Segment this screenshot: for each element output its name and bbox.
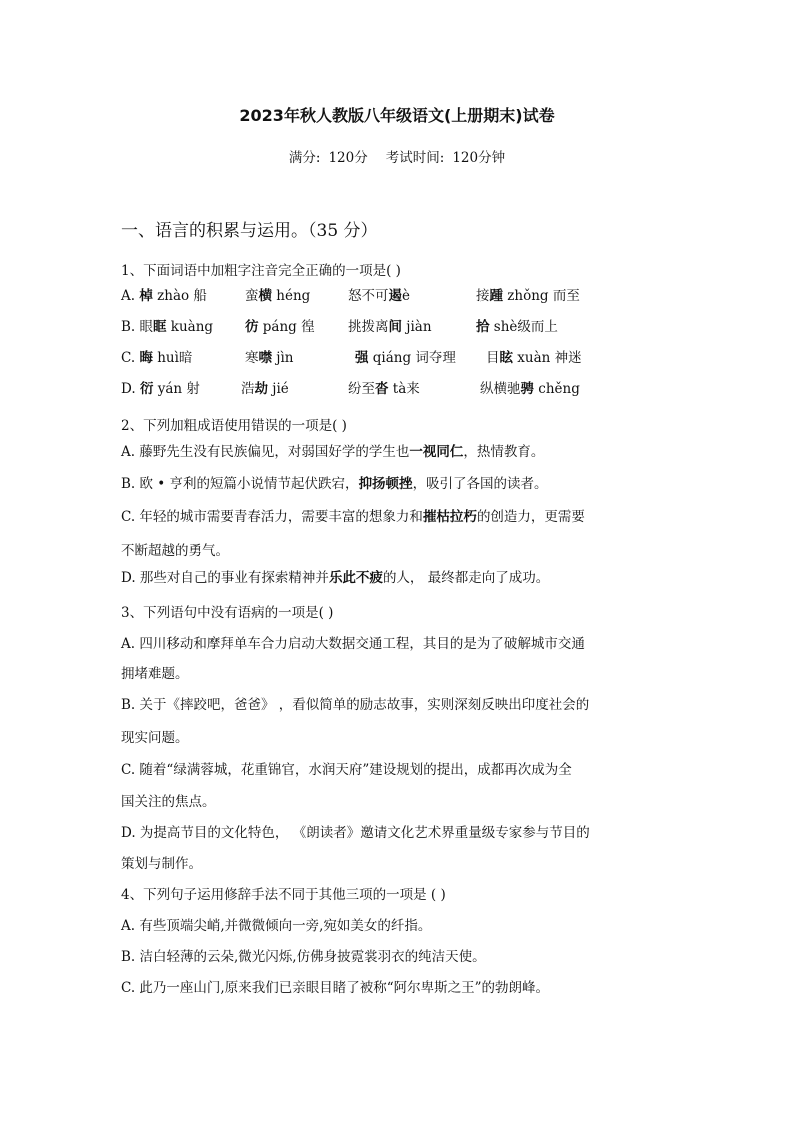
bold-char: 踵 [489, 288, 503, 304]
time-label: 考试时间: [385, 150, 445, 166]
pinyin: páng 徨 [258, 319, 315, 335]
bold-char: 横 [258, 288, 272, 304]
pinyin: jiàn [402, 319, 432, 335]
q1-stem: 1、下面词语中加粗字注音完全正确的一项是( ) [121, 263, 401, 279]
q1-option-a [121, 284, 580, 304]
pinyin: zhào 船 [152, 288, 207, 304]
q4-option-b: B. 洁白轻薄的云朵,微光闪烁,仿佛身披霓裳羽衣的纯洁天使。 [121, 949, 486, 965]
bold-char: 棹 [139, 288, 153, 304]
option-text: 的创造力，更需要 [476, 509, 585, 525]
bold-char: 衍 [139, 381, 154, 397]
q1-option-b [121, 315, 558, 335]
word-text: 纵横驰 [480, 381, 521, 397]
q2-option-c [121, 505, 585, 525]
q2-option-d [121, 566, 549, 586]
score-value: 120分 [328, 150, 368, 166]
q4-option-c: C. 此乃一座山门,原来我们已亲眼目睹了被称“阿尔卑斯之王”的勃朗峰。 [121, 980, 550, 996]
q3-option-d: D. 为提高节目的文化特色， 《朗读者》邀请文化艺术界重量级专家参与节目的 [121, 825, 590, 841]
bold-char: 强 [355, 350, 369, 366]
option-text: ，热情教育。 [463, 444, 545, 460]
q3-option-b-cont: 现实问题。 [121, 730, 189, 746]
q3-stem: 3、下列语句中没有语病的一项是( ) [121, 605, 334, 621]
option-text: 的人， 最终都走向了成功。 [382, 570, 550, 586]
word-text: B. 眼 [121, 319, 154, 335]
q4-option-a: A. 有些顶端尖峭,并微微倾向一旁,宛如美女的纤指。 [121, 918, 432, 934]
pinyin: zhǒng 而至 [503, 288, 580, 304]
word-text: 接 [476, 288, 490, 304]
time-value: 120分钟 [452, 150, 506, 166]
pinyin: tà来 [388, 381, 420, 397]
q1-option-d [121, 377, 580, 397]
option-text: ，吸引了各国的读者。 [412, 476, 548, 492]
q3-option-a-cont: 拥堵难题。 [121, 666, 189, 682]
bold-char: 眶 [153, 319, 167, 335]
q2-stem: 2、下列加粗成语使用错误的一项是( ) [121, 418, 347, 434]
bold-char: 劫 [254, 381, 268, 397]
bold-char: 眩 [499, 350, 513, 366]
q1-option-c [121, 346, 582, 366]
word-text: 寒 [245, 350, 259, 366]
q3-option-b: B. 关于《摔跤吧，爸爸》 ，看似简单的励志故事，实则深刻反映出印度社会的 [121, 697, 590, 713]
bold-char: 遏 [388, 288, 402, 304]
q3-option-a: A. 四川移动和摩拜单车合力启动大数据交通工程，其目的是为了破解城市交通 [121, 636, 585, 652]
word-text: 浩 [241, 381, 255, 397]
exam-title: 2023年秋人教版八年级语文(上册期末)试卷 [239, 106, 555, 125]
option-text: D. 那些对自己的事业有探索精神并 [121, 570, 329, 586]
section-heading: 一、语言的积累与运用。（35 分） [121, 221, 378, 241]
word-text: 目 [486, 350, 500, 366]
pinyin: jìn [272, 350, 294, 366]
option-letter: D. [121, 381, 140, 397]
bold-char: 沓 [375, 381, 389, 397]
bold-char: 间 [388, 319, 402, 335]
word-text: 怒不可 [348, 288, 389, 304]
pinyin: shè级而上 [489, 319, 558, 335]
bold-char: 拾 [476, 319, 490, 335]
exam-meta [0, 146, 794, 166]
pinyin: xuàn 神迷 [513, 350, 582, 366]
pinyin: héng [272, 288, 311, 304]
option-letter: C. [121, 350, 140, 366]
pinyin: jié [268, 381, 289, 397]
pinyin: qiáng 词夺理 [368, 350, 456, 366]
pinyin: kuàng [166, 319, 214, 335]
pinyin: chěng [534, 381, 580, 397]
option-text: C. 年轻的城市需要青春活力，需要丰富的想象力和 [121, 509, 423, 525]
option-letter: A. [121, 288, 140, 304]
word-text: 纷至 [348, 381, 375, 397]
word-text: 挑拨离 [348, 319, 389, 335]
pinyin: yán 射 [153, 381, 200, 397]
option-text: B. 欧 • 亨利的短篇小说情节起伏跌宕， [121, 476, 359, 492]
score-label: 满分: [288, 150, 321, 166]
q3-option-c: C. 随着“绿满蓉城，花重锦官，水润天府”建设规划的提出，成都再次成为全 [121, 762, 572, 778]
bold-char: 彷 [245, 319, 259, 335]
option-text: A. 藤野先生没有民族偏见，对弱国好学的学生也 [121, 444, 410, 460]
bold-idiom: 抑扬顿挫 [358, 476, 413, 492]
word-text: 蛮 [245, 288, 259, 304]
pinyin: è [402, 288, 410, 304]
bold-char: 噤 [258, 350, 272, 366]
q3-option-c-cont: 国关注的焦点。 [121, 794, 216, 810]
q2-option-c-cont: 不断超越的勇气。 [121, 543, 229, 559]
bold-char: 骋 [520, 381, 534, 397]
bold-idiom: 一视同仁 [409, 444, 464, 460]
q2-option-a [121, 440, 544, 460]
pinyin: huì暗 [152, 350, 193, 366]
q2-option-b [121, 472, 548, 492]
bold-char: 晦 [139, 350, 153, 366]
q4-stem: 4、下列句子运用修辞手法不同于其他三项的一项是 ( ) [121, 887, 446, 903]
bold-idiom: 摧枯拉朽 [422, 509, 477, 525]
q3-option-d-cont: 策划与制作。 [121, 856, 202, 872]
bold-idiom: 乐此不疲 [328, 570, 383, 586]
